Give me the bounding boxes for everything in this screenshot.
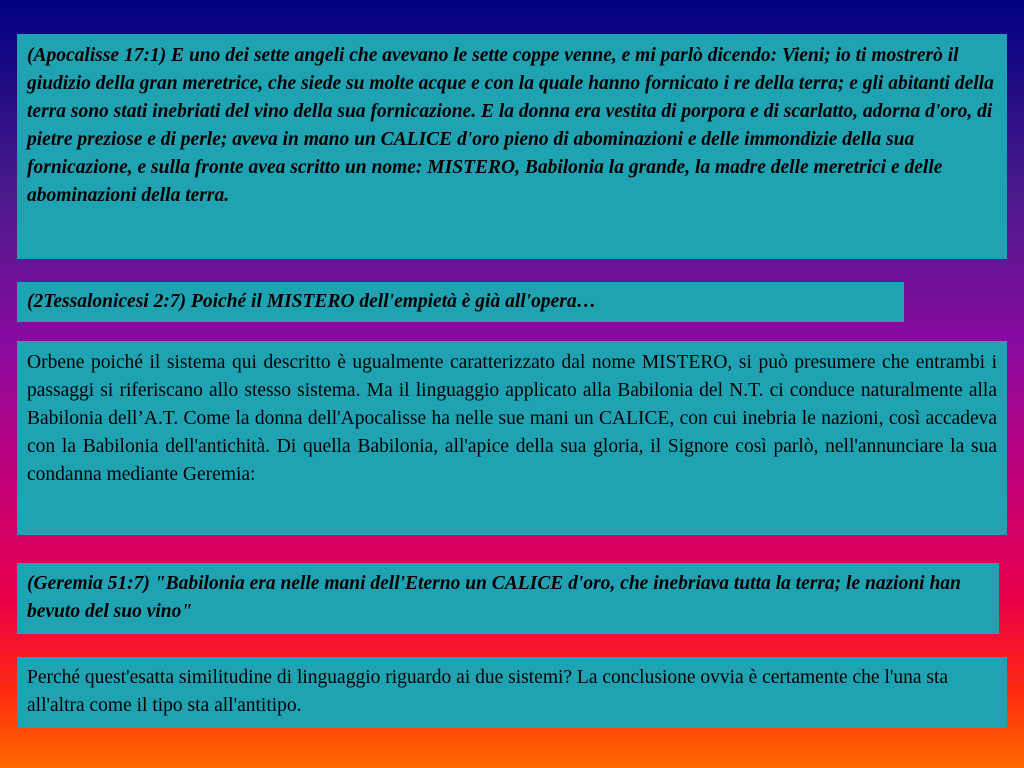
quote-text: (Geremia 51:7) "Babilonia era nelle mani dell'Eterno un CALICE d'oro, che inebriava tutta la terra; le nazioni han bevuto del suo vino" bbox=[27, 573, 961, 622]
paragraph-text: Orbene poiché il sistema qui descritto è ugualmente caratterizzato dal nome MISTERO, si può presumere che entrambi i passaggi si riferiscano allo stesso sistema. Ma il linguaggio applicato alla Babilonia del N.T. ci conduce naturalmente alla Babilonia dell’A.T. Come la donna dell'Apocalisse ha nelle sue mani un CALICE, con cui inebria le nazioni, così accadeva con la Babilonia dell'antichità. Di quella Babilonia, all'apice della sua gloria, il Signore così parlò, nell'annunciare la sua condanna mediante Geremia: bbox=[27, 352, 997, 485]
quote-2tessalonicesi-2-7 bbox=[17, 282, 904, 322]
commentary-paragraph-1 bbox=[17, 341, 1007, 535]
quote-text: (2Tessalonicesi 2:7) Poiché il MISTERO dell'empietà è già all'opera… bbox=[27, 291, 597, 312]
quote-apocalisse-17-1 bbox=[17, 34, 1007, 259]
paragraph-text: Perché quest'esatta similitudine di linguaggio riguardo ai due sistemi? La conclusione ovvia è certamente che l'una sta all'altra come il tipo sta all'antitipo. bbox=[27, 667, 949, 716]
quote-text: (Apocalisse 17:1) E uno dei sette angeli che avevano le sette coppe venne, e mi parlò dicendo: Vieni; io ti mostrerò il giudizio della gran meretrice, che siede su molte acque e con la quale hanno fornicato i re della terra; e gli abitanti della terra sono stati inebriati del vino della sua fornicazione. E la donna era vestita di porpora e di scarlatto, adorna d'oro, di pietre preziose e di perle; aveva in mano un CALICE d'oro pieno di abominazioni e delle immondizie della sua fornicazione, e sulla fronte avea scritto un nome: MISTERO, Babilonia la grande, la madre delle meretrici e delle abominazioni della terra. bbox=[27, 45, 994, 206]
commentary-paragraph-2 bbox=[17, 657, 1007, 728]
quote-geremia-51-7 bbox=[17, 563, 999, 634]
